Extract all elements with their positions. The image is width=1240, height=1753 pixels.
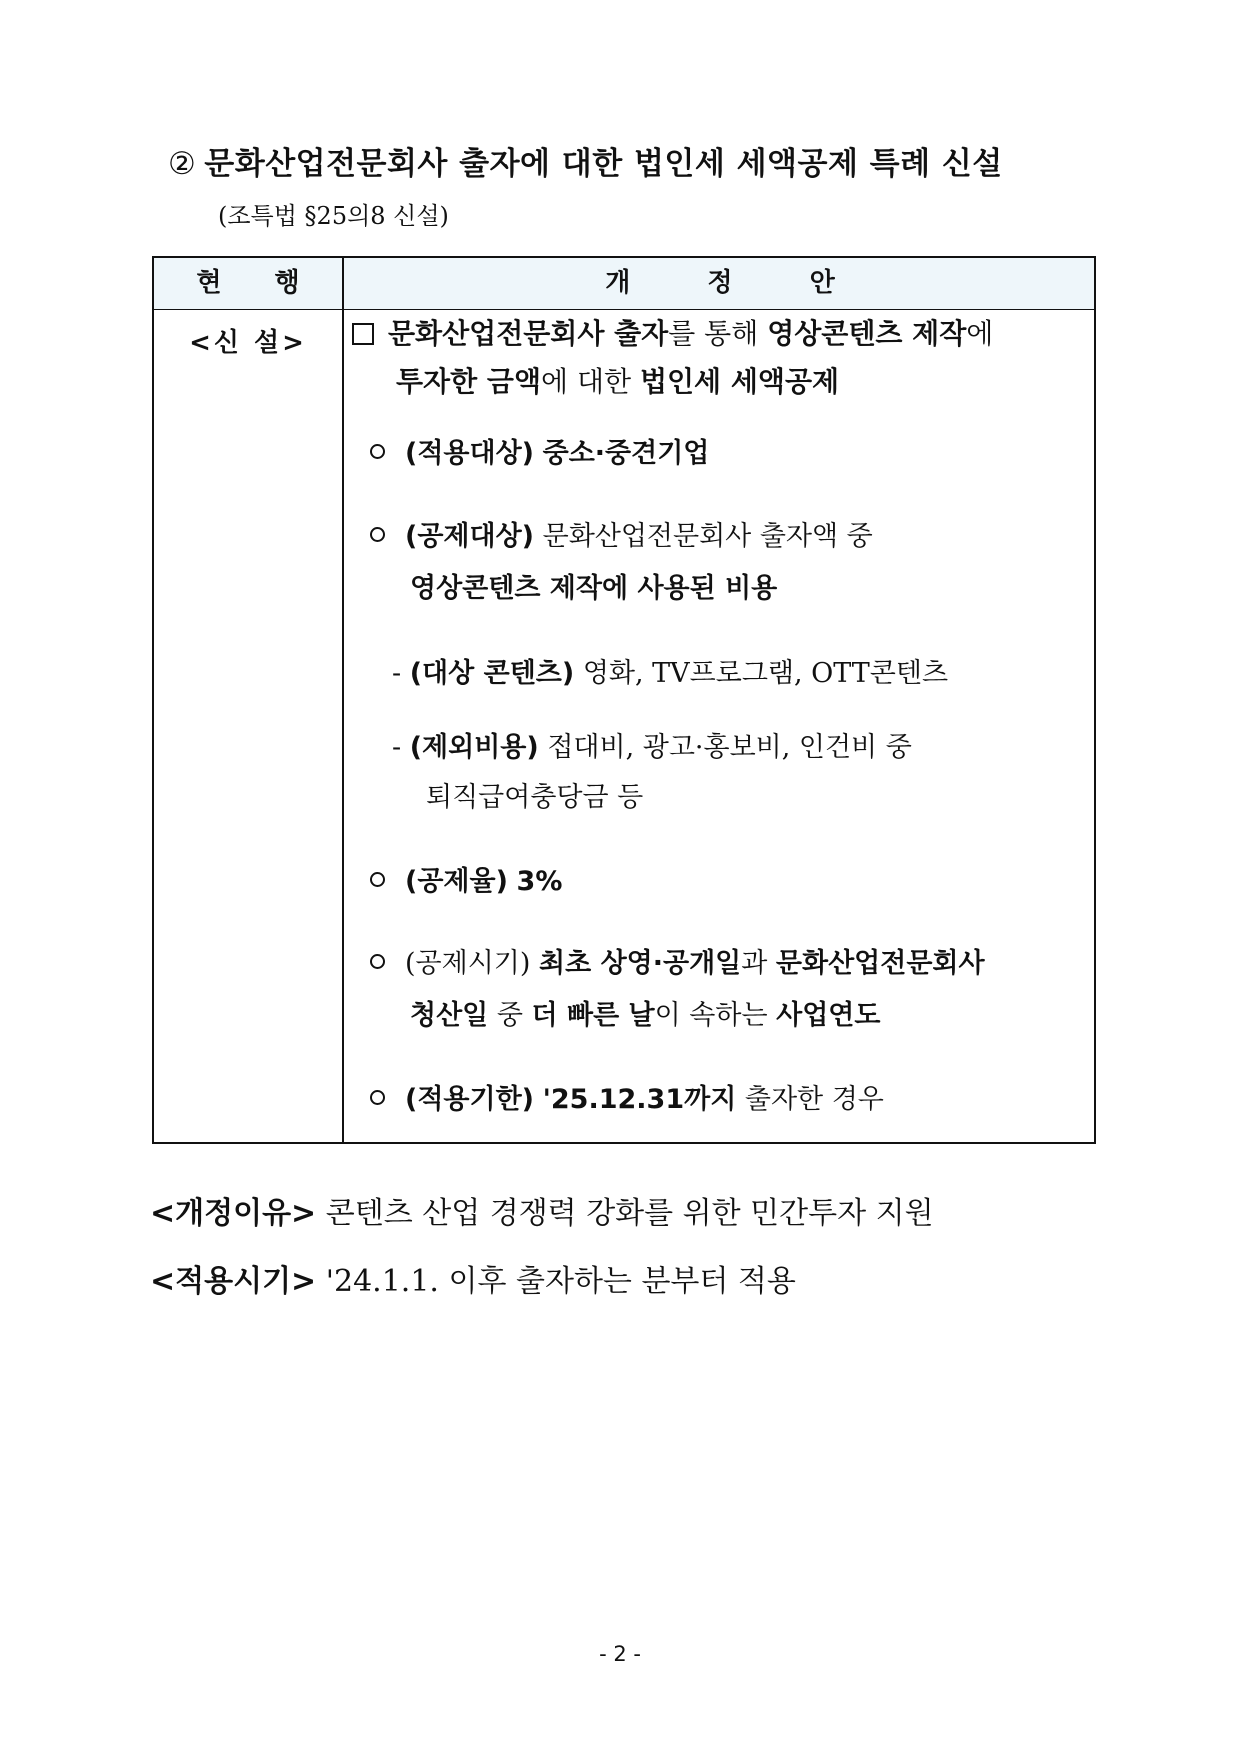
period-value: '25.12.31까지	[542, 1084, 737, 1115]
header-proposed: 개 정 안	[605, 268, 869, 298]
checkbox-square-icon	[352, 323, 374, 345]
effective-date-text: '24.1.1. 이후 출자하는 분부터 적용	[325, 1264, 796, 1299]
item-timing-line2	[410, 992, 880, 1040]
timing-bold-4: 더 빠른 날	[531, 1000, 655, 1031]
section-number: ②	[168, 146, 197, 182]
item-timing-line1	[370, 940, 985, 988]
item-rate	[370, 858, 562, 906]
bullet-circle-icon	[370, 527, 385, 542]
effective-date-label: <적용시기>	[150, 1264, 317, 1299]
item-deduction-line1	[370, 513, 873, 561]
bullet-circle-icon	[370, 954, 385, 969]
item-period	[370, 1076, 884, 1124]
main-bold-3: 투자한 금액	[396, 365, 541, 398]
table-header	[154, 258, 1094, 310]
subitem-excluded-line1	[392, 724, 912, 772]
contents-label: (대상 콘텐츠)	[409, 658, 575, 689]
subitem-excluded-line2	[426, 774, 643, 822]
deduct-label: (공제대상)	[405, 521, 535, 552]
period-text: 출자한 경우	[744, 1084, 884, 1115]
current-cell-text: <신 설>	[189, 328, 307, 358]
main-proposal-line1	[344, 310, 993, 358]
revision-reason-label: <개정이유>	[150, 1196, 317, 1231]
header-current: 현 행	[196, 268, 322, 298]
subitem-contents	[392, 650, 948, 698]
section-title	[168, 138, 1003, 183]
item-deduction-line2	[410, 565, 777, 613]
item-target	[370, 430, 709, 478]
law-reference: (조특법 §25의8 신설)	[218, 202, 449, 230]
main-text-1: 를 통해	[668, 317, 768, 350]
rate-label: (공제율)	[405, 866, 508, 897]
section-title-text: 문화산업전문회사 출자에 대한 법인세 세액공제 특례 신설	[204, 146, 1003, 182]
main-text-3: 에 대한	[541, 365, 640, 398]
column-divider	[342, 258, 344, 1142]
main-bold-2: 영상콘텐츠 제작	[767, 317, 967, 350]
deduct-value: 영상콘텐츠 제작에 사용된 비용	[410, 573, 778, 604]
period-label: (적용기한)	[405, 1084, 535, 1115]
contents-value: 영화, TV프로그램, OTT콘텐츠	[582, 658, 949, 689]
effective-date	[150, 1256, 796, 1300]
timing-text-3: 중	[488, 1000, 532, 1031]
timing-label: (공제시기)	[405, 948, 531, 979]
target-label: (적용대상)	[405, 438, 535, 469]
timing-text-1: 과	[741, 948, 776, 979]
rate-value: 3%	[516, 866, 563, 897]
bullet-circle-icon	[370, 872, 385, 887]
timing-bold-5: 사업연도	[776, 1000, 881, 1031]
timing-bold-1: 최초 상영·공개일	[539, 948, 742, 979]
timing-text-4: 이 속하는	[654, 1000, 777, 1031]
timing-bold-3: 청산일	[410, 1000, 489, 1031]
excluded-value-1: 접대비, 광고·홍보비, 인건비 중	[547, 732, 912, 763]
bullet-circle-icon	[370, 444, 385, 459]
bullet-circle-icon	[370, 1090, 385, 1105]
main-bold-4: 법인세 세액공제	[639, 365, 840, 398]
page-number: - 2 -	[599, 1642, 641, 1666]
revision-reason	[150, 1188, 934, 1232]
target-value: 중소·중견기업	[542, 438, 710, 469]
excluded-value-2: 퇴직급여충당금 등	[426, 782, 644, 813]
main-text-2: 에	[966, 317, 994, 350]
revision-reason-text: 콘텐츠 산업 경쟁력 강화를 위한 민간투자 지원	[325, 1196, 934, 1231]
deduct-text: 문화산업전문회사 출자액 중	[542, 521, 873, 552]
excluded-label: (제외비용)	[409, 732, 539, 763]
main-bold-1: 문화산업전문회사 출자	[388, 317, 669, 350]
dash-bullet: -	[392, 658, 410, 689]
comparison-table	[152, 256, 1096, 1144]
dash-bullet: -	[392, 732, 410, 763]
timing-bold-2: 문화산업전문회사	[775, 948, 985, 979]
main-proposal-line2	[396, 358, 839, 406]
